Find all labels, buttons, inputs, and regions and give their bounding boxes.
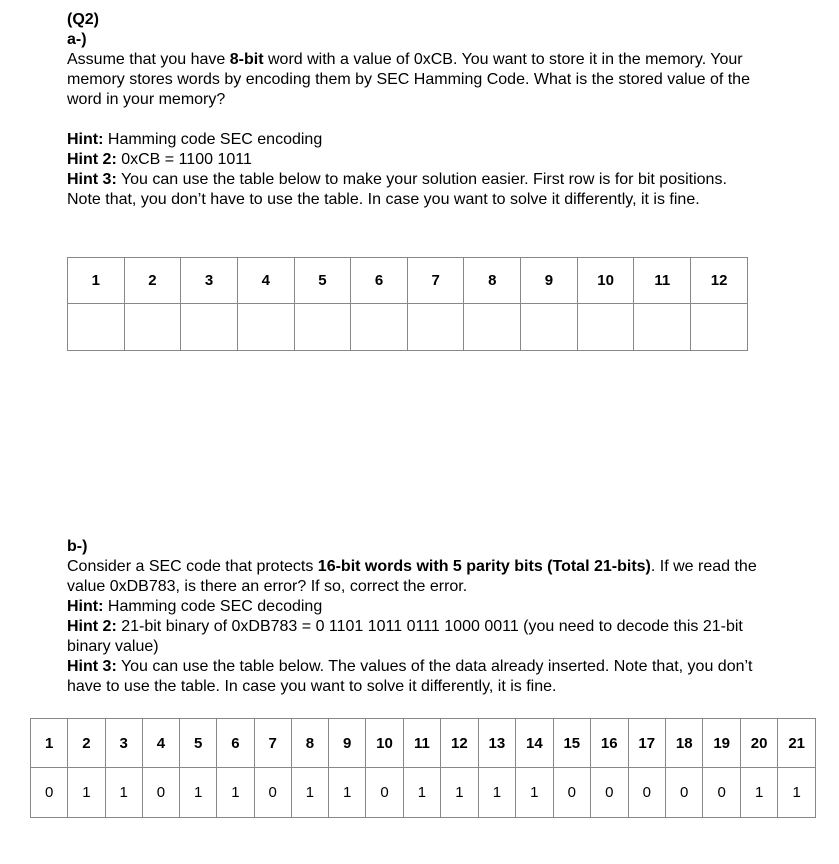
part-b-section (67, 537, 767, 697)
bit-value-cell[interactable]: 0 (31, 768, 68, 818)
bit-position-cell: 9 (521, 258, 578, 304)
bit-position-cell: 20 (740, 719, 777, 768)
bit-position-cell: 1 (31, 719, 68, 768)
bit-value-cell[interactable] (407, 304, 464, 351)
bit-value-cell[interactable] (68, 304, 125, 351)
bit-value-cell[interactable] (124, 304, 181, 351)
bit-value-cell[interactable]: 0 (628, 768, 665, 818)
bit-value-cell[interactable] (237, 304, 294, 351)
bit-value-row (68, 304, 748, 351)
bit-value-cell[interactable]: 1 (516, 768, 553, 818)
bit-value-cell[interactable]: 1 (217, 768, 254, 818)
part-b-hint-2: Hint 2: 21-bit binary of 0xDB783 = 0 1101 1011 0111 1000 0011 (you need to decode this 21-bit binary value) (67, 618, 743, 655)
part-b-bit-table (30, 718, 816, 818)
bit-position-cell: 6 (351, 258, 408, 304)
part-b-prompt: Consider a SEC code that protects 16-bit words with 5 parity bits (Total 21-bits). If we read the value 0xDB783, is there an error? If so, correct the error. (67, 558, 757, 595)
bit-position-cell: 9 (329, 719, 366, 768)
part-b-label: b-) (67, 538, 88, 555)
bit-value-cell[interactable]: 1 (180, 768, 217, 818)
bit-value-cell[interactable]: 0 (142, 768, 179, 818)
bit-position-cell: 2 (68, 719, 105, 768)
bit-position-cell: 3 (105, 719, 142, 768)
bit-position-cell: 11 (403, 719, 440, 768)
bit-value-cell[interactable]: 0 (254, 768, 291, 818)
part-b-hint-1: Hint: Hamming code SEC decoding (67, 598, 323, 615)
bit-position-cell: 8 (464, 258, 521, 304)
bit-value-cell[interactable]: 1 (478, 768, 515, 818)
part-a-bit-table (67, 257, 748, 351)
bit-value-cell[interactable]: 0 (703, 768, 740, 818)
bit-value-row (31, 768, 816, 818)
bit-value-cell[interactable]: 1 (105, 768, 142, 818)
bit-value-cell[interactable]: 1 (740, 768, 777, 818)
part-a-section (67, 10, 757, 210)
bit-position-cell: 7 (254, 719, 291, 768)
bit-value-cell[interactable] (634, 304, 691, 351)
bit-position-cell: 10 (366, 719, 403, 768)
bit-value-cell[interactable] (691, 304, 748, 351)
bit-position-cell: 18 (665, 719, 702, 768)
question-label: (Q2) (67, 11, 99, 28)
bit-value-cell[interactable]: 1 (441, 768, 478, 818)
bit-position-cell: 4 (142, 719, 179, 768)
bit-position-cell: 5 (294, 258, 351, 304)
bit-position-cell: 3 (181, 258, 238, 304)
bit-position-cell: 7 (407, 258, 464, 304)
bit-position-cell: 14 (516, 719, 553, 768)
part-b-hint-3: Hint 3: You can use the table below. The values of the data already inserted. Note that, you don’t have to use the table. In case you want to solve it differently, it is fine. (67, 658, 753, 695)
bit-position-cell: 17 (628, 719, 665, 768)
bit-position-cell: 10 (577, 258, 634, 304)
bit-value-cell[interactable] (521, 304, 578, 351)
bit-position-cell: 15 (553, 719, 590, 768)
bit-position-cell: 13 (478, 719, 515, 768)
part-a-label: a-) (67, 31, 87, 48)
bit-position-cell: 11 (634, 258, 691, 304)
bit-position-cell: 2 (124, 258, 181, 304)
bit-value-cell[interactable]: 1 (68, 768, 105, 818)
bit-position-cell: 12 (691, 258, 748, 304)
bit-position-cell: 16 (591, 719, 628, 768)
part-a-hint-3: Hint 3: You can use the table below to make your solution easier. First row is for bit positions. Note that, you don’t have to use the table. In case you want to solve it differently, it is fine. (67, 171, 727, 208)
bit-value-cell[interactable]: 0 (366, 768, 403, 818)
bit-value-cell[interactable] (464, 304, 521, 351)
bit-value-cell[interactable]: 0 (665, 768, 702, 818)
bit-value-cell[interactable]: 0 (553, 768, 590, 818)
bit-position-cell: 8 (291, 719, 328, 768)
bit-value-cell[interactable] (577, 304, 634, 351)
bit-value-cell[interactable] (351, 304, 408, 351)
bit-position-cell: 1 (68, 258, 125, 304)
bit-position-cell: 4 (237, 258, 294, 304)
bit-value-cell[interactable]: 1 (329, 768, 366, 818)
bit-position-cell: 19 (703, 719, 740, 768)
bit-value-cell[interactable]: 1 (403, 768, 440, 818)
bit-value-cell[interactable] (294, 304, 351, 351)
part-a-hint-1: Hint: Hamming code SEC encoding (67, 131, 323, 148)
bit-position-cell: 21 (778, 719, 816, 768)
bit-position-row (31, 719, 816, 768)
bit-value-cell[interactable] (181, 304, 238, 351)
bit-value-cell[interactable]: 1 (291, 768, 328, 818)
bit-position-cell: 12 (441, 719, 478, 768)
bit-position-cell: 6 (217, 719, 254, 768)
bit-value-cell[interactable]: 0 (591, 768, 628, 818)
part-a-prompt: Assume that you have 8-bit word with a value of 0xCB. You want to store it in the memory. Your memory stores words by encoding them by SEC Hamming Code. What is the stored value of the word in your memory? (67, 51, 750, 108)
bit-position-row (68, 258, 748, 304)
bit-value-cell[interactable]: 1 (778, 768, 816, 818)
part-a-hint-2: Hint 2: 0xCB = 1100 1011 (67, 151, 252, 168)
bit-position-cell: 5 (180, 719, 217, 768)
